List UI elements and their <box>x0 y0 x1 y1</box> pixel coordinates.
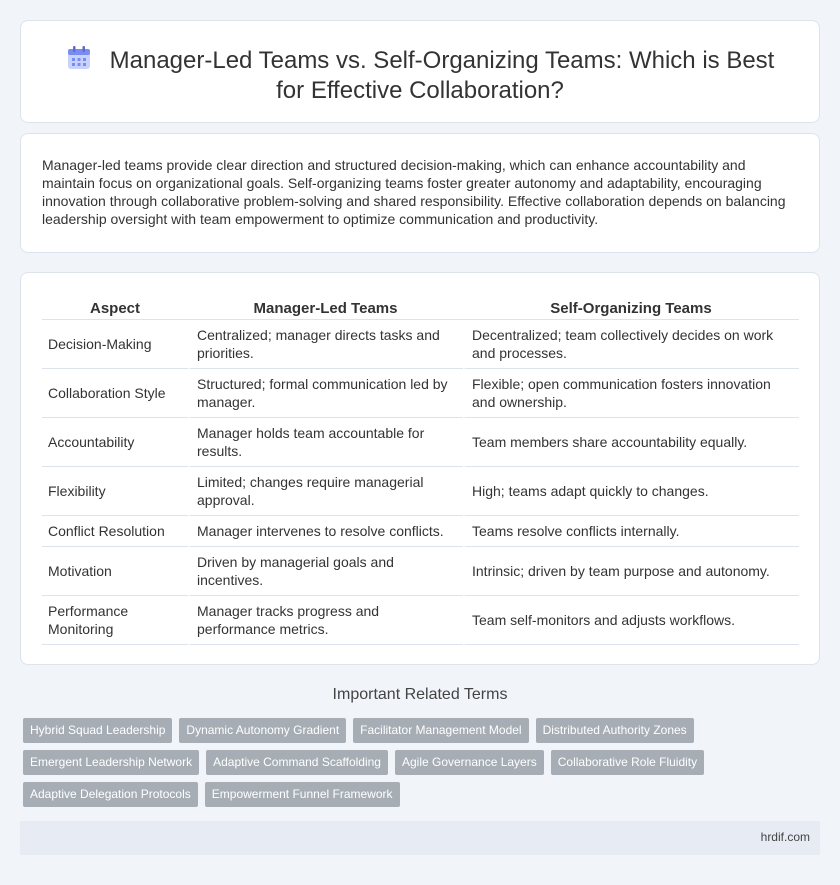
table-cell: Accountability <box>42 418 188 467</box>
table-cell: Intrinsic; driven by team purpose and autonomy. <box>463 547 799 596</box>
table-cell: High; teams adapt quickly to changes. <box>463 467 799 516</box>
related-term-tag[interactable]: Dynamic Autonomy Gradient <box>179 718 346 743</box>
comparison-table <box>42 298 799 645</box>
related-term-tag[interactable]: Emergent Leadership Network <box>23 750 199 775</box>
comparison-card <box>20 272 820 665</box>
table-row <box>42 369 799 418</box>
table-cell: Manager intervenes to resolve conflicts. <box>188 516 463 547</box>
table-cell: Team self-monitors and adjusts workflows. <box>463 596 799 645</box>
table-row <box>42 320 799 369</box>
column-header-self-organizing: Self-Organizing Teams <box>463 298 799 320</box>
page-title-row <box>51 45 789 106</box>
table-cell: Performance Monitoring <box>42 596 188 645</box>
table-row <box>42 596 799 645</box>
table-cell: Decentralized; team collectively decides on work and processes. <box>463 320 799 369</box>
column-header-manager-led: Manager-Led Teams <box>188 298 463 320</box>
related-terms-title: Important Related Terms <box>332 686 508 703</box>
table-cell: Decision-Making <box>42 320 188 369</box>
table-row <box>42 516 799 547</box>
table-cell: Manager holds team accountable for results. <box>188 418 463 467</box>
footer <box>20 821 820 855</box>
calendar-icon <box>66 45 92 71</box>
intro-card <box>20 133 820 253</box>
table-header-row <box>42 298 799 320</box>
related-term-tag[interactable]: Hybrid Squad Leadership <box>23 718 172 743</box>
related-term-tag[interactable]: Adaptive Command Scaffolding <box>206 750 388 775</box>
related-term-tag[interactable]: Empowerment Funnel Framework <box>205 782 400 807</box>
table-row <box>42 467 799 516</box>
title-card <box>20 20 820 123</box>
table-row <box>42 418 799 467</box>
table-row <box>42 547 799 596</box>
related-term-tag[interactable]: Distributed Authority Zones <box>536 718 694 743</box>
table-cell: Flexibility <box>42 467 188 516</box>
table-cell: Teams resolve conflicts internally. <box>463 516 799 547</box>
table-cell: Driven by managerial goals and incentives. <box>188 547 463 596</box>
related-term-tag[interactable]: Agile Governance Layers <box>395 750 544 775</box>
column-header-aspect: Aspect <box>42 298 188 320</box>
intro-paragraph: Manager-led teams provide clear direction and structured decision-making, which can enhance accountability and maintain focus on organizational goals. Self-organizing teams foster greater autonomy and adaptability, encouraging innovation through collaborative problem-solving and shared responsibility. Effective collaboration depends on balancing leadership oversight with team empowerment to optimize communication and productivity. <box>42 157 786 227</box>
related-term-tag[interactable]: Facilitator Management Model <box>353 718 528 743</box>
table-cell: Limited; changes require managerial approval. <box>188 467 463 516</box>
table-cell: Centralized; manager directs tasks and priorities. <box>188 320 463 369</box>
table-cell: Conflict Resolution <box>42 516 188 547</box>
footer-site-link[interactable]: hrdif.com <box>760 830 810 844</box>
page-title: Manager-Led Teams vs. Self-Organizing Teams: Which is Best for Effective Collaboration? <box>109 47 775 104</box>
table-cell: Structured; formal communication led by manager. <box>188 369 463 418</box>
related-term-tag[interactable]: Collaborative Role Fluidity <box>551 750 704 775</box>
related-terms-list <box>23 718 723 807</box>
table-cell: Flexible; open communication fosters innovation and ownership. <box>463 369 799 418</box>
related-term-tag[interactable]: Adaptive Delegation Protocols <box>23 782 198 807</box>
table-cell: Motivation <box>42 547 188 596</box>
table-cell: Manager tracks progress and performance metrics. <box>188 596 463 645</box>
table-cell: Collaboration Style <box>42 369 188 418</box>
table-cell: Team members share accountability equally. <box>463 418 799 467</box>
